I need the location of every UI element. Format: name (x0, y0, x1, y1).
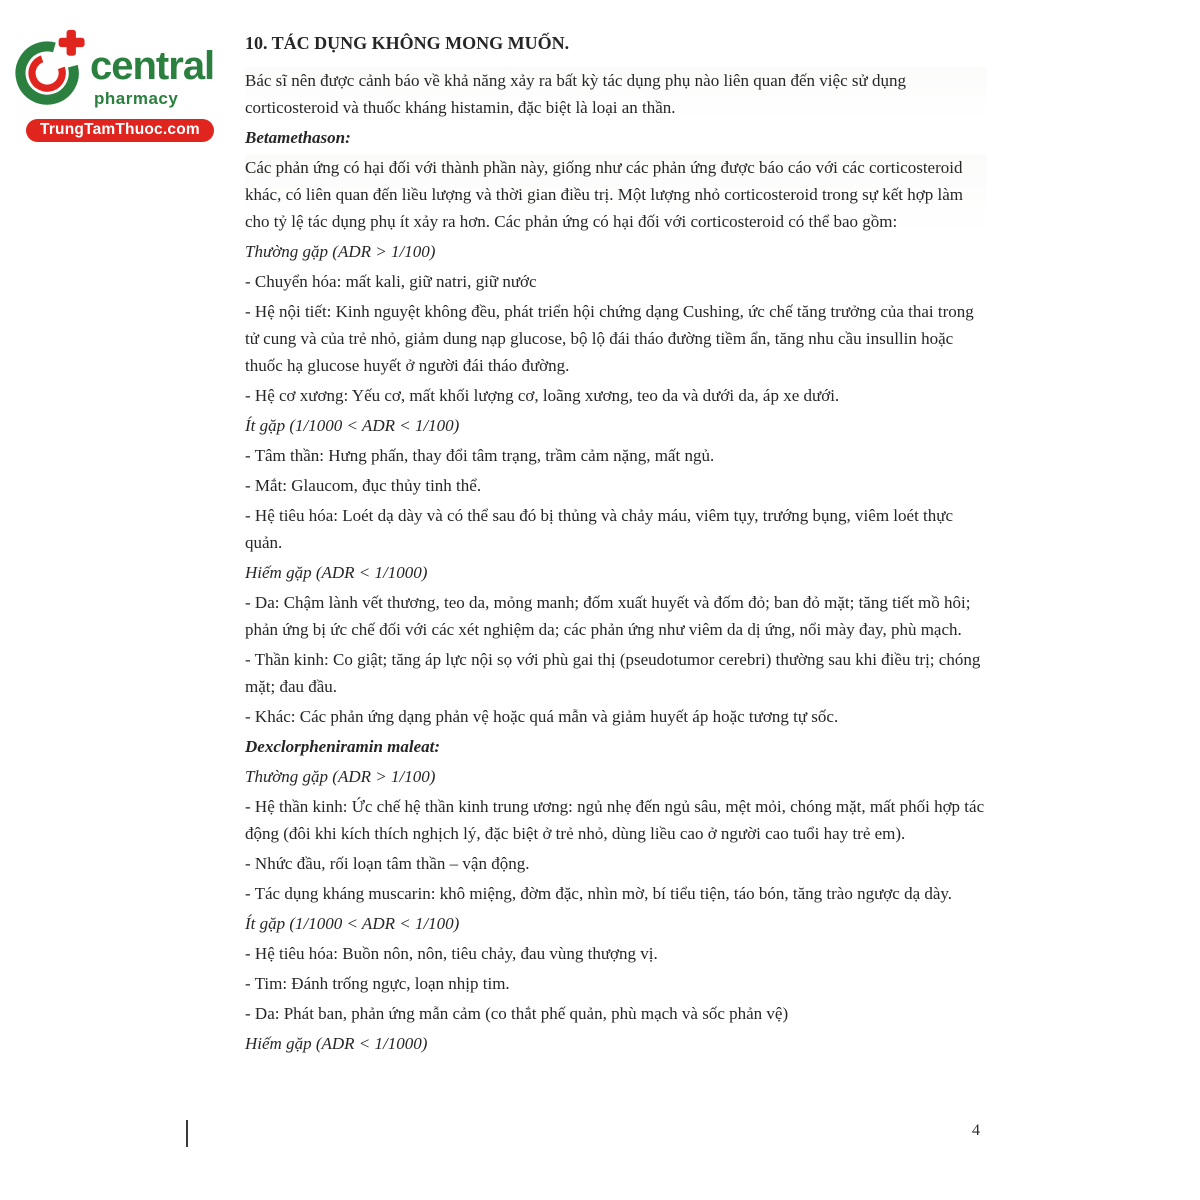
doc-item: - Mắt: Glaucom, đục thủy tinh thể. (245, 476, 482, 495)
doc-freq: Hiếm gặp (ADR < 1/1000) (245, 563, 428, 582)
doc-item: - Chuyển hóa: mất kali, giữ natri, giữ nước (245, 272, 537, 291)
text-cursor-mark (186, 1120, 188, 1147)
doc-item: - Thần kinh: Co giật; tăng áp lực nội sọ với phù gai thị (pseudotumor cerebri) thường sau khi điều trị; chóng mặt; đau đầu. (245, 650, 981, 696)
doc-item: - Tim: Đánh trống ngực, loạn nhịp tim. (245, 974, 510, 993)
page-number: 4 (972, 1122, 980, 1139)
central-pharmacy-logo-icon (14, 28, 86, 108)
doc-item: - Hệ tiêu hóa: Loét dạ dày và có thể sau đó bị thủng và chảy máu, viêm tụy, trướng bụng, viêm loét thực quản. (245, 506, 954, 552)
logo-subtitle-text: pharmacy (94, 89, 179, 108)
logo-brand-text: central (90, 44, 215, 88)
pharmacy-logo (14, 28, 229, 142)
doc-item: - Hệ nội tiết: Kinh nguyệt không đều, phát triển hội chứng dạng Cushing, ức chế tăng trưởng của thai trong tử cung và của trẻ nhỏ, giảm dung nạp glucose, bộ lộ đái tháo đường tiềm ẩn, tăng nhu cầu insullin hoặc thuốc hạ glucose huyết ở người đái tháo đường. (245, 302, 974, 375)
doc-item: - Tác dụng kháng muscarin: khô miệng, đờm đặc, nhìn mờ, bí tiểu tiện, táo bón, tăng trào ngược dạ dày. (245, 884, 953, 903)
doc-subheading: Betamethason: (245, 128, 351, 147)
doc-heading: 10. TÁC DỤNG KHÔNG MONG MUỐN. (245, 33, 570, 53)
doc-freq: Ít gặp (1/1000 < ADR < 1/100) (245, 914, 460, 933)
doc-item: - Da: Phát ban, phản ứng mẫn cảm (co thắt phế quản, phù mạch và sốc phản vệ) (245, 1004, 789, 1023)
doc-item: - Khác: Các phản ứng dạng phản vệ hoặc quá mẫn và giảm huyết áp hoặc tương tự sốc. (245, 707, 839, 726)
doc-content (245, 30, 987, 1060)
doc-para: Bác sĩ nên được cảnh báo về khả năng xảy ra bất kỳ tác dụng phụ nào liên quan đến việc sử dụng corticosteroid và thuốc kháng histamin, đặc biệt là loại an thần. (245, 67, 987, 121)
doc-freq: Ít gặp (1/1000 < ADR < 1/100) (245, 416, 460, 435)
doc-item: - Nhức đầu, rối loạn tâm thần – vận động. (245, 854, 530, 873)
doc-item: - Hệ cơ xương: Yếu cơ, mất khối lượng cơ, loãng xương, teo da và dưới da, áp xe dưới. (245, 386, 840, 405)
doc-item: - Hệ thần kinh: Ức chế hệ thần kinh trung ương: ngủ nhẹ đến ngủ sâu, mệt mỏi, chóng mặt, mất phối hợp tác động (đôi khi kích thích nghịch lý, đặc biệt ở trẻ nhỏ, dùng liều cao ở người cao tuổi hay trẻ em). (245, 797, 985, 843)
doc-freq: Thường gặp (ADR > 1/100) (245, 242, 436, 261)
doc-freq: Hiếm gặp (ADR < 1/1000) (245, 1034, 428, 1053)
doc-item: - Hệ tiêu hóa: Buồn nôn, nôn, tiêu chảy, đau vùng thượng vị. (245, 944, 658, 963)
doc-subheading: Dexclorpheniramin maleat: (245, 737, 441, 756)
logo-domain-badge: TrungTamThuoc.com (26, 119, 214, 142)
doc-para: Các phản ứng có hại đối với thành phần này, giống như các phản ứng được báo cáo với các corticosteroid khác, có liên quan đến liều lượng và thời gian điều trị. Một lượng nhỏ corticosteroid trong sự kết hợp làm cho tỷ lệ tác dụng phụ ít xảy ra hơn. Các phản ứng có hại đối với corticosteroid có thể bao gồm: (245, 154, 987, 235)
doc-item: - Da: Chậm lành vết thương, teo da, mỏng manh; đốm xuất huyết và đốm đỏ; ban đỏ mặt; tăng tiết mồ hôi; phản ứng bị ức chế đối với các xét nghiệm da; các phản ứng như viêm da dị ứng, nổi mày đay, phù mạch. (245, 593, 971, 639)
doc-item: - Tâm thần: Hưng phấn, thay đổi tâm trạng, trầm cảm nặng, mất ngủ. (245, 446, 715, 465)
doc-freq: Thường gặp (ADR > 1/100) (245, 767, 436, 786)
